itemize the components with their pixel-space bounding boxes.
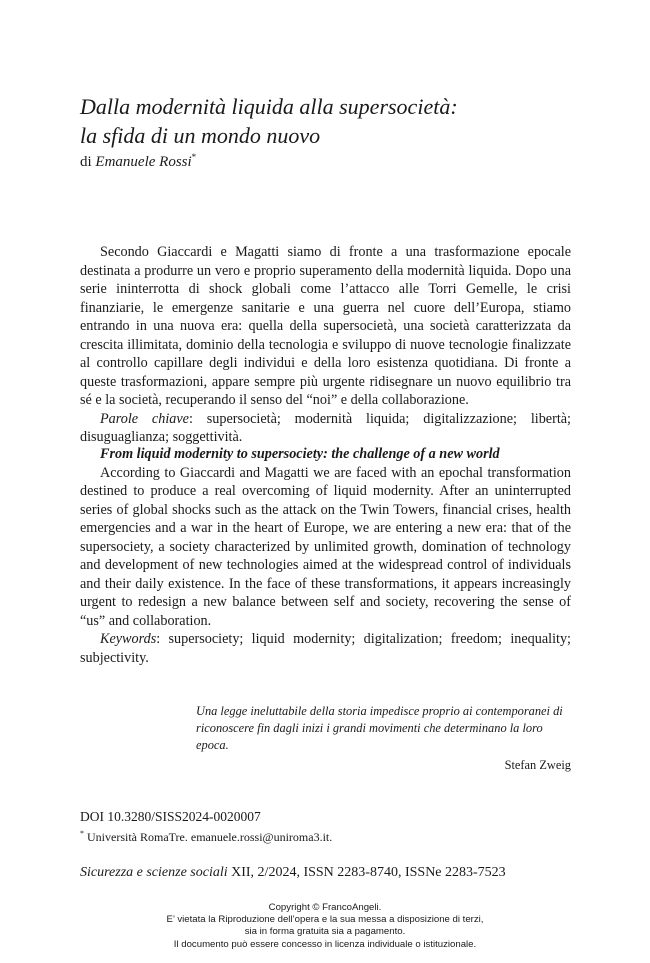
abstract-english-body: According to Giaccardi and Magatti we are faced with an epochal transformation destined to produce a real overcoming of liquid modernity. After an uninterrupted series of global shocks such as the attack on the Twin Towers, financial crises, health emergencies and a war in the heart of Europe, we are entering a new era: that of the supersociety, a society characterized by unlimited growth, domination of technology and development of new technologies aimed at the widespread control of individuals and their daily existence. In the face of these transformations, it appears increasingly urgent to redesign a new balance between self and society, recovering the sense of “us” and collaboration. xyxy=(80,464,571,629)
keywords-english xyxy=(80,630,571,667)
journal-name: Sicurezza e scienze sociali xyxy=(80,865,228,880)
keywords-english-label: Keywords xyxy=(100,631,157,647)
byline-prefix: di xyxy=(80,154,96,170)
title-line-1: Dalla modernità liquida alla supersocietà: xyxy=(80,94,458,119)
copyright-line-3: sia in forma gratuita sia a pagamento. xyxy=(244,926,406,938)
author-affiliation xyxy=(80,826,332,845)
copyright-line-4: Il documento può essere concesso in licenza individuale o istituzionale. xyxy=(173,938,477,950)
author-footnote-mark: * xyxy=(191,152,197,162)
title-line-2: la sfida di un mondo nuovo xyxy=(80,123,321,148)
abstract-english xyxy=(80,445,571,667)
keywords-italian xyxy=(80,410,571,447)
abstract-italian-body: Secondo Giaccardi e Magatti siamo di fronte a una trasformazione epocale destinata a produrre un vero e proprio superamento della modernità liquida. Dopo una serie ininterrotta di shock globali come l’attacco alle Torri Gemelle, le crisi finanziarie, le emergenze sanitarie e una guerra nel cuore dell’Europa, stiamo entrando in una nuova era: quella della supersocietà, una società caratterizzata da crescita illimitata, dominio della tecnologia e sviluppo di nuove tecnologie finalizzate al controllo capillare degli individui e della loro esistenza quotidiana. Di fronte a queste trasformazioni, appare sempre più urgente ridisegnare un nuovo equilibrio tra sé e la società, recuperando il senso del “noi” e della collaborazione. xyxy=(80,244,571,408)
copyright-notice xyxy=(0,902,650,951)
keywords-english-list: : supersociety; liquid modernity; digitalization; freedom; inequality; subjectivity. xyxy=(80,631,571,666)
author-name: Emanuele Rossi xyxy=(95,154,192,170)
copyright-line-1: Copyright © FrancoAngeli. xyxy=(268,902,382,913)
english-title: From liquid modernity to supersociety: the challenge of a new world xyxy=(100,446,500,462)
epigraph xyxy=(196,703,571,773)
keywords-italian-list: : supersocietà; modernità liquida; digitalizzazione; libertà; disuguaglianza; soggettività. xyxy=(80,410,571,445)
journal-citation xyxy=(80,864,506,882)
byline xyxy=(80,148,196,171)
affiliation-mark: * xyxy=(80,829,84,838)
keywords-italian-label: Parole chiave xyxy=(100,410,189,427)
epigraph-quote: Una legge ineluttabile della storia impedisce proprio ai contemporanei di riconoscere fin dagli inizi i grandi movimenti che determinano la loro epoca. xyxy=(196,704,563,752)
copyright-line-2: E’ vietata la Riproduzione dell’opera e la sua messa a disposizione di terzi, xyxy=(166,914,484,926)
article-title xyxy=(80,92,580,150)
epigraph-author: Stefan Zweig xyxy=(504,758,571,772)
doi: DOI 10.3280/SISS2024-0020007 xyxy=(80,809,261,824)
affiliation-text: Università RomaTre. emanuele.rossi@uniroma3.it. xyxy=(84,830,333,844)
abstract-italian xyxy=(80,243,571,447)
journal-details: XII, 2/2024, ISSN 2283-8740, ISSNe 2283-7523 xyxy=(227,865,506,880)
